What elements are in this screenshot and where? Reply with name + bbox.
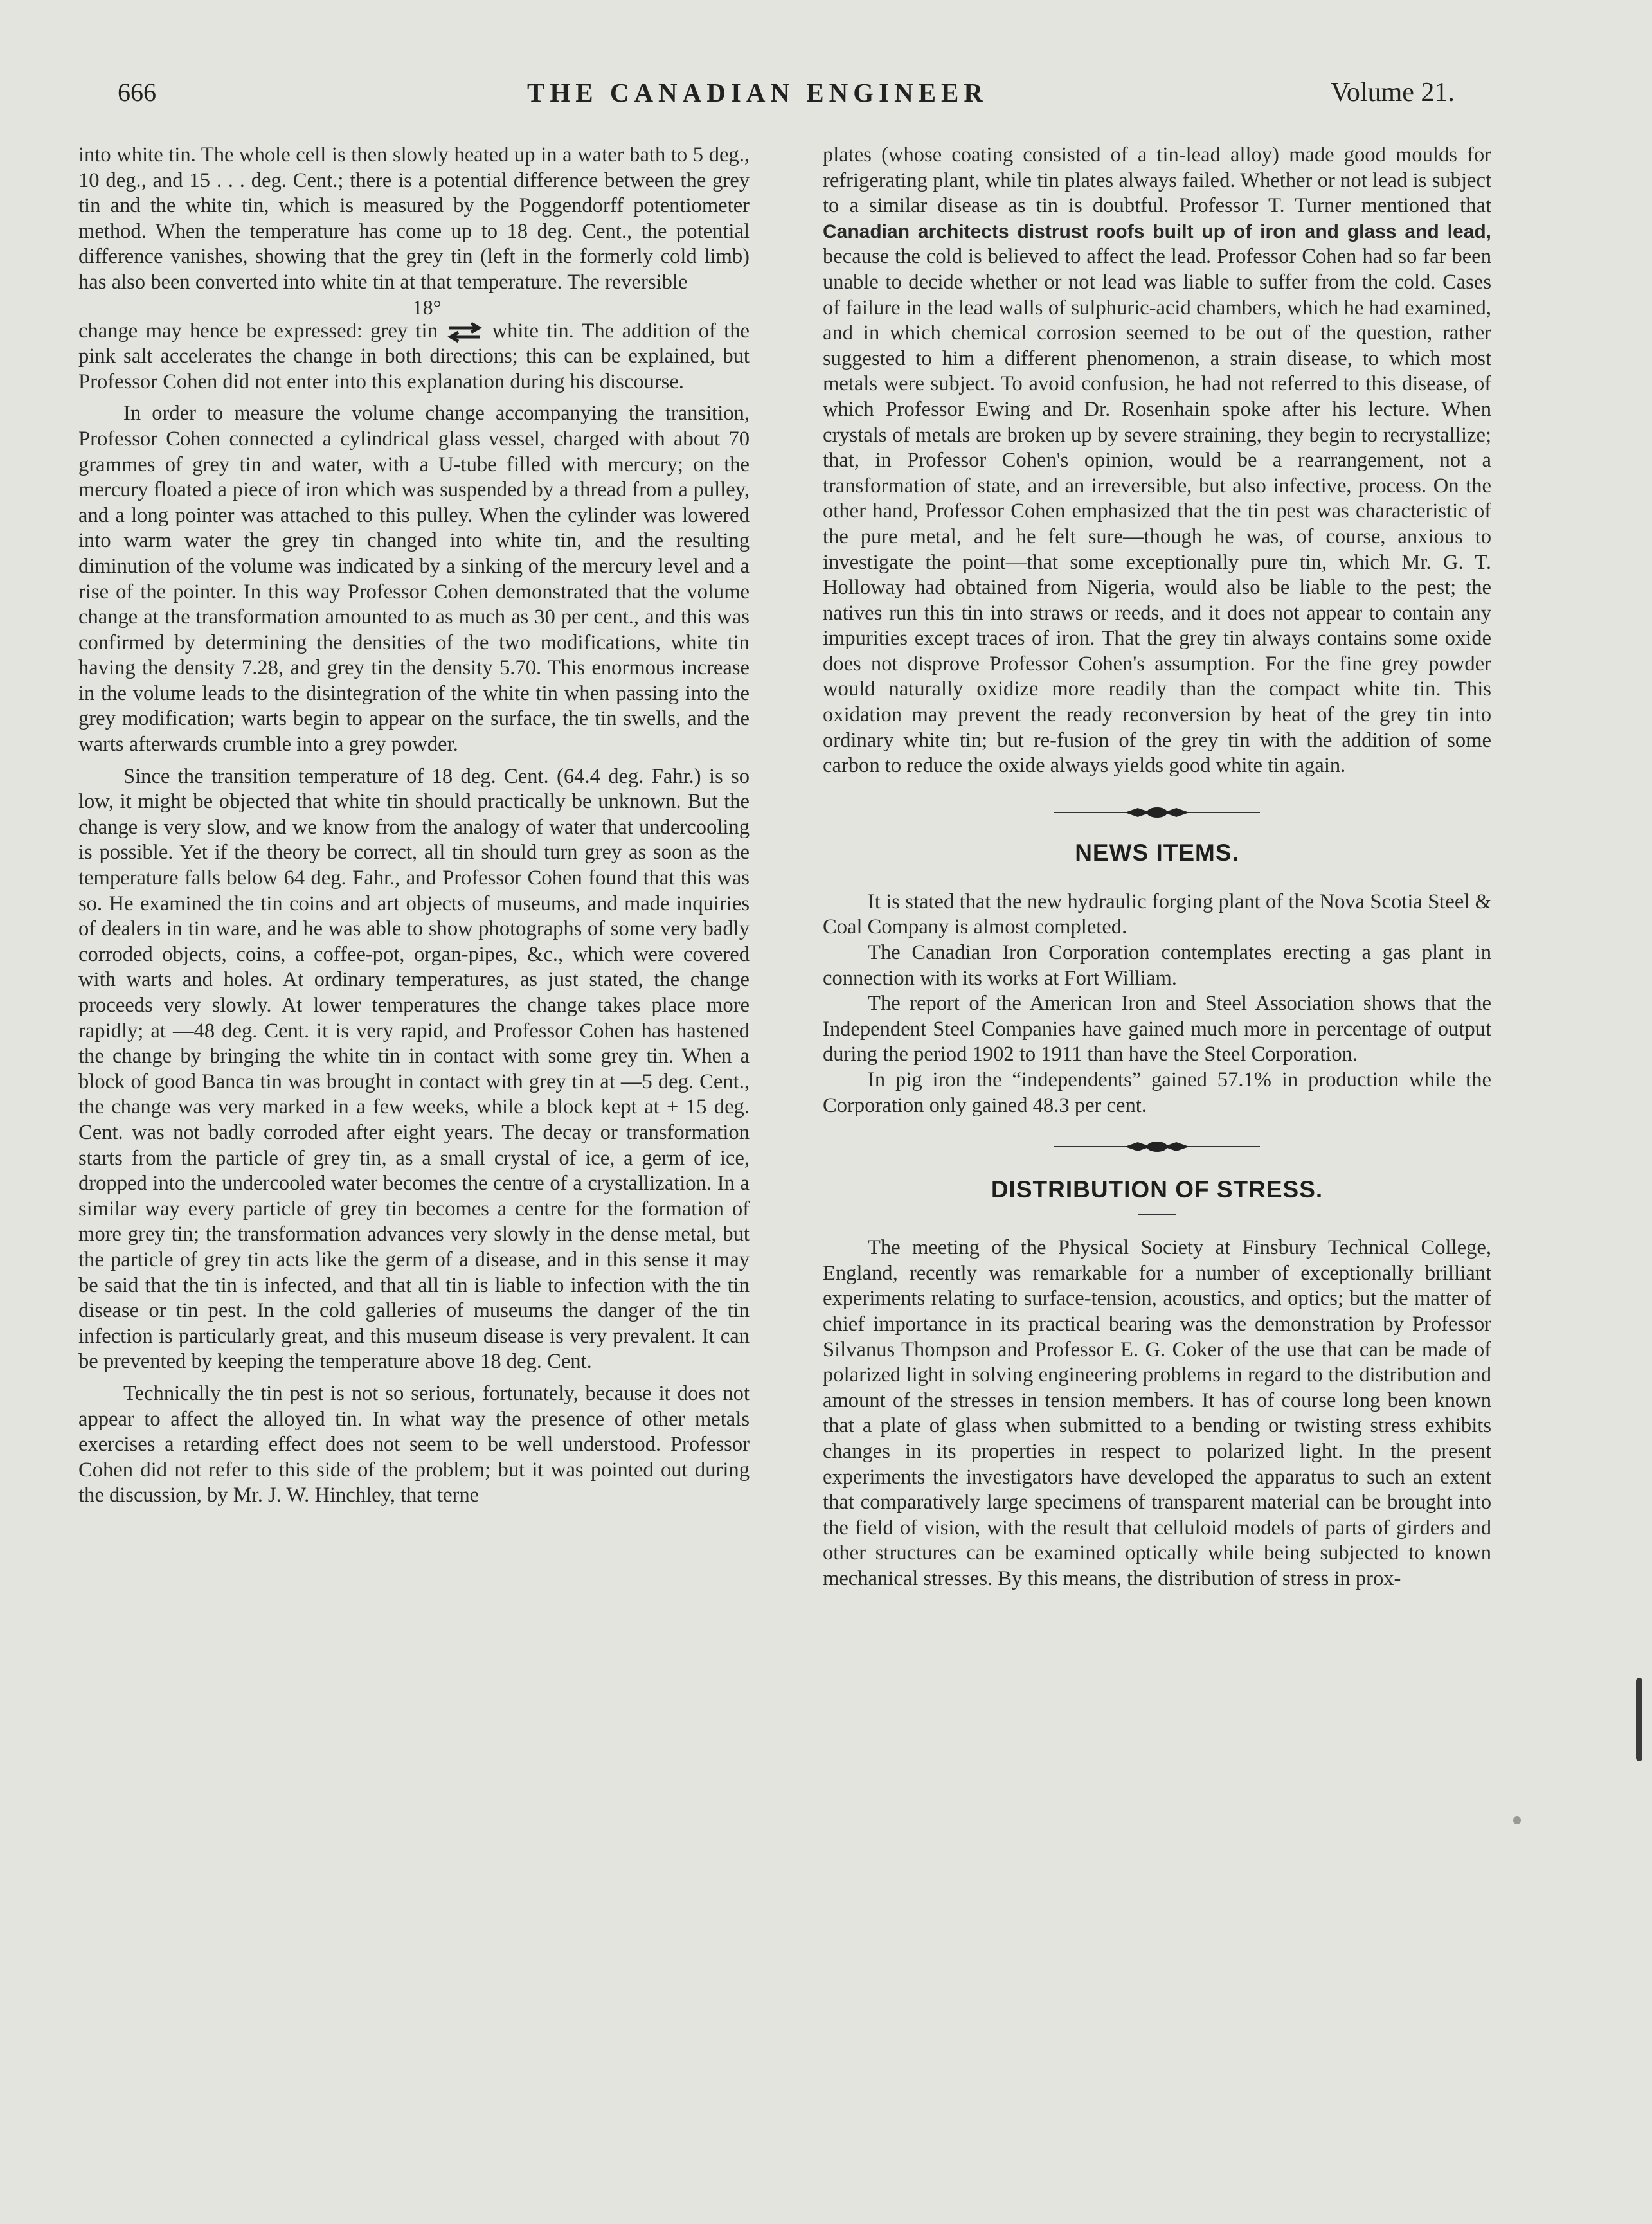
page-edge-mark — [1636, 1678, 1642, 1761]
heading-rule — [1138, 1214, 1176, 1215]
news-item: In pig iron the “independents” gained 57.1% in production while the Corporation only gained 48.3 per cent. — [823, 1068, 1491, 1117]
reaction-right-text: white tin. — [492, 319, 574, 343]
left-column — [78, 143, 750, 1509]
paragraph-pink-salt: The addition of the pink salt accelerates the change in both directions; this can be explained, but Professor Cohen did not enter into this explanation during his discourse. — [78, 319, 750, 393]
news-item: The report of the American Iron and Steel Association shows that the Independent Steel Companies have gained much more in percentage of output during the period 1902 to 1911 than have the Steel Corporation. — [823, 992, 1491, 1066]
paragraph-grey-tin-cell: into white tin. The whole cell is then slowly heated up in a water bath to 5 deg., 10 deg., and 15 . . . deg. Cent.; there is a potential difference between the grey tin and the white tin, which is measured by the Poggendorff potentiometer method. When the temperature has come up to 18 deg. Cent., the potential difference vanishes, showing that the grey tin (left in the formerly cold limb) has also been converted into white tin at that temperature. The reversible — [78, 143, 750, 294]
paragraph-reaction — [78, 319, 750, 395]
paragraph-tin-pest: Technically the tin pest is not so serious, fortunately, because it does not appear to affect the alloyed tin. In what way the presence of other metals exercises a retarding effect does not seem to be well understood. Professor Cohen did not refer to this side of the problem; but it was pointed out during the discussion, by Mr. J. W. Hinchley, that terne — [78, 1381, 750, 1507]
news-item: The Canadian Iron Corporation contemplates erecting a gas plant in connection with its works at Fort William. — [823, 941, 1491, 990]
news-item: It is stated that the new hydraulic forging plant of the Nova Scotia Steel & Coal Company is almost completed. — [823, 890, 1491, 939]
distribution-of-stress-heading: DISTRIBUTION OF STRESS. — [991, 1176, 1324, 1203]
bold-insert: Canadian architects distrust roofs built up of iron and glass and lead, — [823, 220, 1491, 242]
news-items-heading: NEWS ITEMS. — [1075, 839, 1239, 866]
reversible-arrows-icon — [445, 321, 484, 344]
journal-title: THE CANADIAN ENGINEER — [527, 78, 989, 107]
page-number: 666 — [118, 78, 156, 107]
paragraph-stress: The meeting of the Physical Society at Finsbury Technical College, England, recently was remarkable for a number of exceptionally brilliant experiments relating to surface-tension, acoustics, and optics; but the matter of chief importance in its practical bearing was the demonstration by Professor Silvanus Thompson and Professor E. G. Coker of the use that can be made of polarized light in solving engineering problems in regard to the distribution and amount of the stresses in tension members. It has of course long been known that a plate of glass when submitted to a bending or twisting stress exhibits changes in its properties in respect to polarized light. In the present experiments the investigators have developed the apparatus to such an extent that comparatively large specimens of transparent material can be brought into the field of vision, with the result that celluloid models of parts of girders and other structures can be examined optically while being subjected to known mechanical stresses. By this means, the distribution of stress in prox- — [823, 1236, 1491, 1590]
ornamental-divider-icon — [1041, 1134, 1273, 1160]
volume-label: Volume 21. — [1331, 78, 1455, 107]
ornamental-divider-icon — [1041, 800, 1273, 825]
paragraph-volume-change: In order to measure the volume change accompanying the transition, Professor Cohen connected a cylindrical glass vessel, charged with about 70 grammes of grey tin and water, with a U-tube filled with mercury; on the mercury floated a piece of iron which was suspended by a thread from a pulley, and a long pointer was attached to this pulley. When the cylinder was lowered into warm water the grey tin changed into white tin, and the resulting diminution of the volume was indicated by a sinking of the mercury level and a rise of the pointer. In this way Professor Cohen demonstrated that the volume change at the transformation amounted to as much as 30 per cent., and this was confirmed by determining the densities of the two modifications, white tin having the density 7.28, and grey tin the density 5.70. This enormous increase in the volume leads to the disintegration of the white tin when passing into the grey modification; warts begin to appear on the surface, the tin swells, and the warts afterwards crumble into a grey powder. — [78, 402, 750, 757]
reaction-left-text: change may hence be expressed: grey tin — [78, 319, 438, 343]
paper-speck — [1513, 1816, 1521, 1824]
reaction-temperature: 18° — [412, 295, 442, 319]
paragraph-transition-temperature: Since the transition temperature of 18 deg. Cent. (64.4 deg. Fahr.) is so low, it might be objected that white tin should practically be unknown. But the change is very slow, and we know from the analogy of water that undercooling is possible. Yet if the theory be correct, all tin should turn grey as soon as the temperature falls below 64 deg. Fahr., and Professor Cohen found that this was so. He examined the tin coins and art objects of museums, and made inquiries of dealers in tin ware, and he was able to show photographs of some very badly corroded objects, coins, a coffee-pot, organ-pipes, &c., which were covered with warts and holes. At ordinary temperatures, as just stated, the change proceeds very slowly. At lower temperatures the change takes place more rapidly; at —48 deg. Cent. it is very rapid, and Professor Cohen has hastened the change by bringing the white tin in contact with some grey tin. When a block of good Banca tin was brought in contact with grey tin at —5 deg. Cent., the change was very marked in a few weeks, while a block kept at + 15 deg. Cent. was not badly corroded after eight years. The decay or transformation starts from the particle of grey tin, as a small crystal of ice, a germ of ice, dropped into the undercooled water becomes the centre of a crystallization. In a similar way every particle of grey tin becomes a centre for the formation of more grey tin; the transformation advances very slowly in the dense metal, but the particle of grey tin acts like the germ of a disease, and in this sense it may be said that the tin is infected, and that all tin is liable to infection with the tin disease or tin pest. In the cold galleries of museums the danger of the tin infection is particularly great, and this museum disease is very prevalent. It can be prevented by keeping the temperature above 18 deg. Cent. — [78, 764, 750, 1374]
paragraph-lead-disease: plates (whose coating consisted of a tin-lead alloy) made good moulds for refrigerating plant, while tin plates always failed. Whether or not lead is subject to a similar disease as tin is doubtful. Professor T. Turner mentioned that Canadian architects distrust roofs built up of iron and glass and lead, because the cold is believed to affect the lead. Professor Cohen had so far been unable to decide whether or not lead was liable to suffer from the cold. Cases of failure in the lead walls of sulphuric-acid chambers, which he had examined, and in which chemical corrosion seemed to be out of the question, rather suggested to him a different phenomenon, a strain disease, to which most metals were subject. To avoid confusion, he had not referred to this disease, of which Professor Ewing and Dr. Rosenhain spoke after his lecture. When crystals of metals are broken up by severe straining, they begin to recrystallize; that, in Professor Cohen's opinion, would be a rearrangement, not a transformation of state, and an irreversible, but also infective, process. On the other hand, Professor Cohen emphasized that the tin pest was characteristic of the pure metal, and he felt sure—though he was, of course, anxious to investigate the point—that some exceptionally pure tin, which Mr. G. T. Holloway had obtained from Nigeria, would also be liable to the pest; the natives run this tin into straws or reeds, and it does not appear to contain any impurities except traces of iron. That the grey tin always contains some oxide does not disprove Professor Cohen's assumption. For the fine grey powder would naturally oxidize more readily than the compact white tin. This oxidation may prevent the ready reconversion by heat of the grey tin into ordinary white tin; but re-fusion of the grey tin with the addition of some carbon to reduce the oxide always yields good white tin again. — [823, 143, 1491, 778]
right-column — [823, 143, 1491, 1592]
